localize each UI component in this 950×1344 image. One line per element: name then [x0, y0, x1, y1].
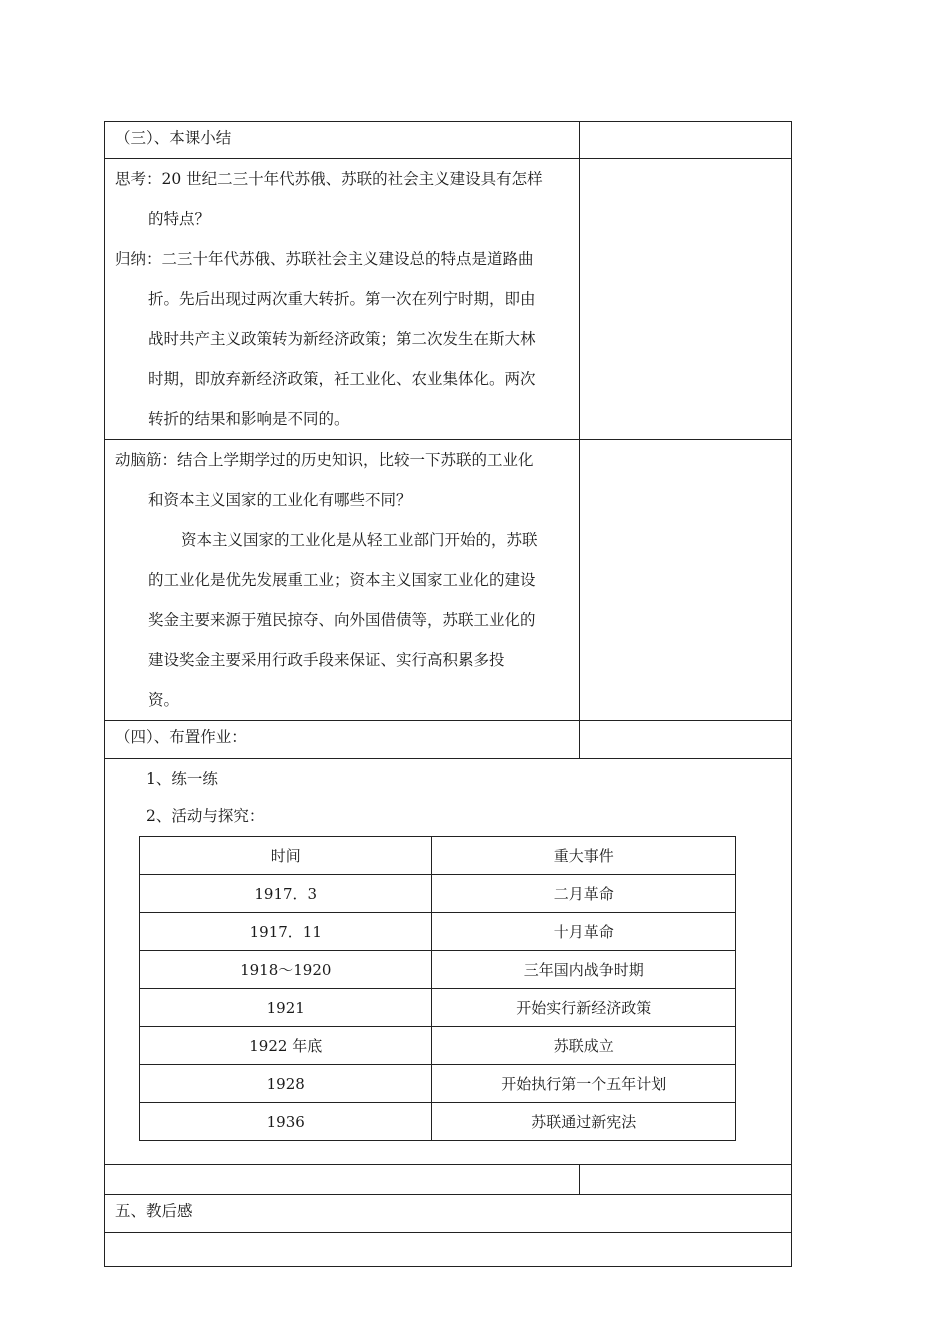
summary-line2: 折。先后出现过两次重大转折。第一次在列宁时期，即由 [148, 290, 536, 308]
summary-line5: 转折的结果和影响是不同的。 [148, 410, 350, 428]
notes-cell [579, 159, 791, 440]
brain-row [105, 440, 792, 721]
lesson-plan-table [104, 121, 792, 1267]
homework-cell [105, 759, 792, 1165]
table-row [140, 989, 736, 1027]
timeline-time: 1917．11 [140, 913, 432, 951]
reflection-cell [105, 1233, 792, 1267]
brain-question-line2: 和资本主义国家的工业化有哪些不同？ [148, 491, 412, 509]
brain-answer-line3: 奖金主要来源于殖民掠夺、向外国借债等，苏联工业化的 [148, 611, 536, 629]
timeline-header-row [140, 837, 736, 875]
brain-question-line1: 动脑筋：结合上学期学过的历史知识，比较一下苏联的工业化 [115, 451, 534, 469]
timeline-event: 开始执行第一个五年计划 [432, 1065, 736, 1103]
brain-answer-line1: 资本主义国家的工业化是从轻工业部门开始的，苏联 [181, 531, 538, 549]
summary-line1: 归纳：二三十年代苏俄、苏联社会主义建设总的特点是道路曲 [115, 250, 534, 268]
blank-cell [105, 1165, 580, 1195]
section3-title: （三）、本课小结 [105, 122, 580, 159]
summary-row [105, 159, 792, 440]
notes-cell [579, 122, 791, 159]
homework-item-1: 1、练一练 [146, 770, 218, 788]
timeline-time: 1928 [140, 1065, 432, 1103]
homework-row [105, 759, 792, 1165]
section4-title: （四）、布置作业： [105, 721, 580, 759]
timeline-event: 苏联通过新宪法 [432, 1103, 736, 1141]
table-row [140, 1103, 736, 1141]
section4-header-row [105, 721, 792, 759]
table-row [140, 951, 736, 989]
think-question-line2: 的特点？ [148, 210, 211, 228]
section3-header-row [105, 122, 792, 159]
summary-cell [105, 159, 580, 440]
table-row [140, 913, 736, 951]
timeline-event: 十月革命 [432, 913, 736, 951]
timeline-time: 1918～1920 [140, 951, 432, 989]
think-question-line1: 思考：20 世纪二三十年代苏俄、苏联的社会主义建设具有怎样 [115, 170, 543, 188]
timeline-header-event: 重大事件 [432, 837, 736, 875]
timeline-event: 二月革命 [432, 875, 736, 913]
notes-cell [579, 440, 791, 721]
timeline-time: 1922 年底 [140, 1027, 432, 1065]
timeline-header-time: 时间 [140, 837, 432, 875]
table-row [140, 1065, 736, 1103]
timeline-time: 1921 [140, 989, 432, 1027]
brain-answer-line5: 资。 [148, 691, 180, 709]
blank-row [105, 1165, 792, 1195]
table-row [140, 875, 736, 913]
table-row [140, 1027, 736, 1065]
brain-answer-line4: 建设奖金主要采用行政手段来保证、实行高积累多投 [148, 651, 505, 669]
section5-header-row [105, 1195, 792, 1233]
summary-line4: 时期，即放弃新经济政策，衽工业化、农业集体化。两次 [148, 370, 536, 388]
timeline-time: 1917．3 [140, 875, 432, 913]
timeline-time: 1936 [140, 1103, 432, 1141]
timeline-event: 三年国内战争时期 [432, 951, 736, 989]
reflection-row [105, 1233, 792, 1267]
timeline-event: 苏联成立 [432, 1027, 736, 1065]
timeline-event: 开始实行新经济政策 [432, 989, 736, 1027]
summary-line3: 战时共产主义政策转为新经济政策；第二次发生在斯大林 [148, 330, 536, 348]
brain-cell [105, 440, 580, 721]
notes-cell [579, 1165, 791, 1195]
homework-item-2: 2、活动与探究： [146, 807, 265, 825]
section5-title: 五、教后感 [105, 1195, 792, 1233]
brain-answer-line2: 的工业化是优先发展重工业；资本主义国家工业化的建设 [148, 571, 536, 589]
timeline-table [139, 836, 736, 1141]
notes-cell [579, 721, 791, 759]
